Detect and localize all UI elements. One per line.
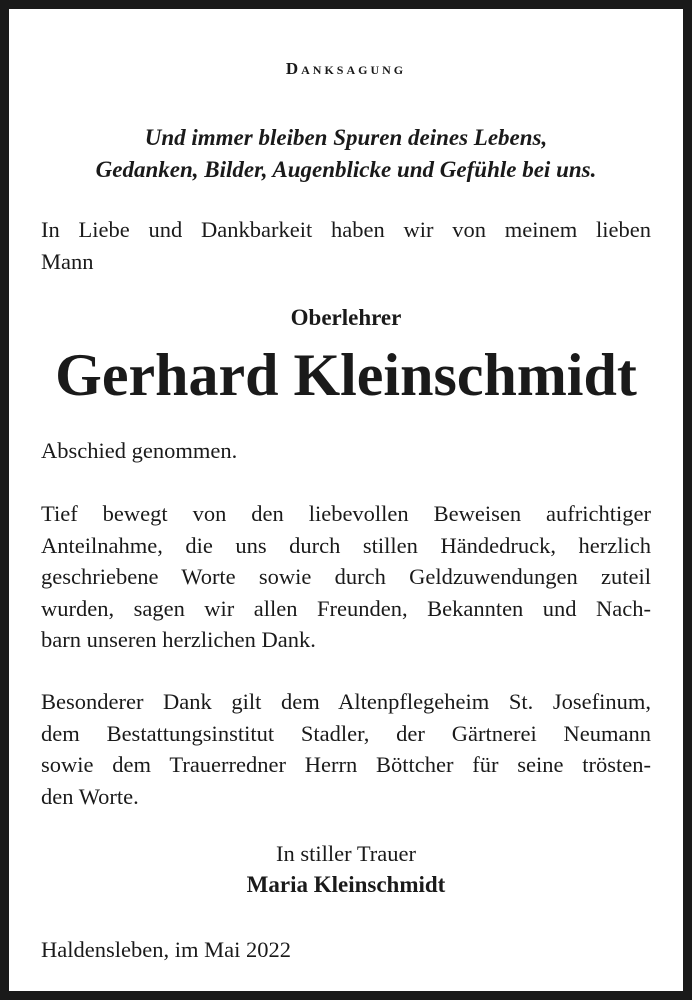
mourning-phrase: In stiller Trauer	[276, 841, 416, 866]
special-thanks-line: dem Bestattungsinstitut Stadler, der Gärtnerei Neumann	[41, 720, 651, 746]
mourner-name: Maria Kleinschmidt	[246, 872, 446, 897]
special-thanks-line: den Worte.	[41, 783, 139, 809]
thanks-line: geschriebene Worte sowie durch Geldzuwendungen zuteil	[41, 564, 651, 589]
place-date: Haldensleben, im Mai 2022	[41, 937, 291, 962]
honorific-title: Oberlehrer	[290, 305, 402, 330]
intro-paragraph	[41, 214, 651, 277]
thanks-paragraph	[41, 498, 651, 656]
intro-line: In Liebe und Dankbarkeit haben wir von meinem lieben	[41, 217, 651, 242]
farewell-line	[41, 435, 651, 467]
thanks-line: Anteilnahme, die uns durch stillen Händedruck, herzlich	[41, 532, 651, 558]
special-thanks-line: sowie dem Trauerredner Herrn Böttcher für seine trösten-	[41, 752, 651, 777]
farewell-text: Abschied genommen.	[41, 438, 238, 463]
notice-content	[41, 9, 651, 991]
special-thanks-line: Besonderer Dank gilt dem Altenpflegeheim St. Josefinum,	[41, 689, 651, 714]
motto-line: Gedanken, Bilder, Augenblicke und Gefühle bei uns.	[95, 157, 597, 182]
thanks-line: wurden, sagen wir allen Freunden, Bekannten und Nach-	[41, 595, 651, 621]
motto-line: Und immer bleiben Spuren deines Lebens,	[144, 125, 548, 150]
deceased-name: Gerhard Kleinschmidt	[55, 342, 637, 408]
thanks-line: barn unseren herzlichen Dank.	[41, 627, 316, 652]
thanks-line: Tief bewegt von den liebevollen Beweisen aufrichtiger	[41, 501, 651, 526]
motto	[41, 122, 651, 186]
intro-line: Mann	[41, 248, 94, 274]
special-thanks-paragraph	[41, 686, 651, 812]
notice-title: Danksagung	[285, 59, 407, 78]
